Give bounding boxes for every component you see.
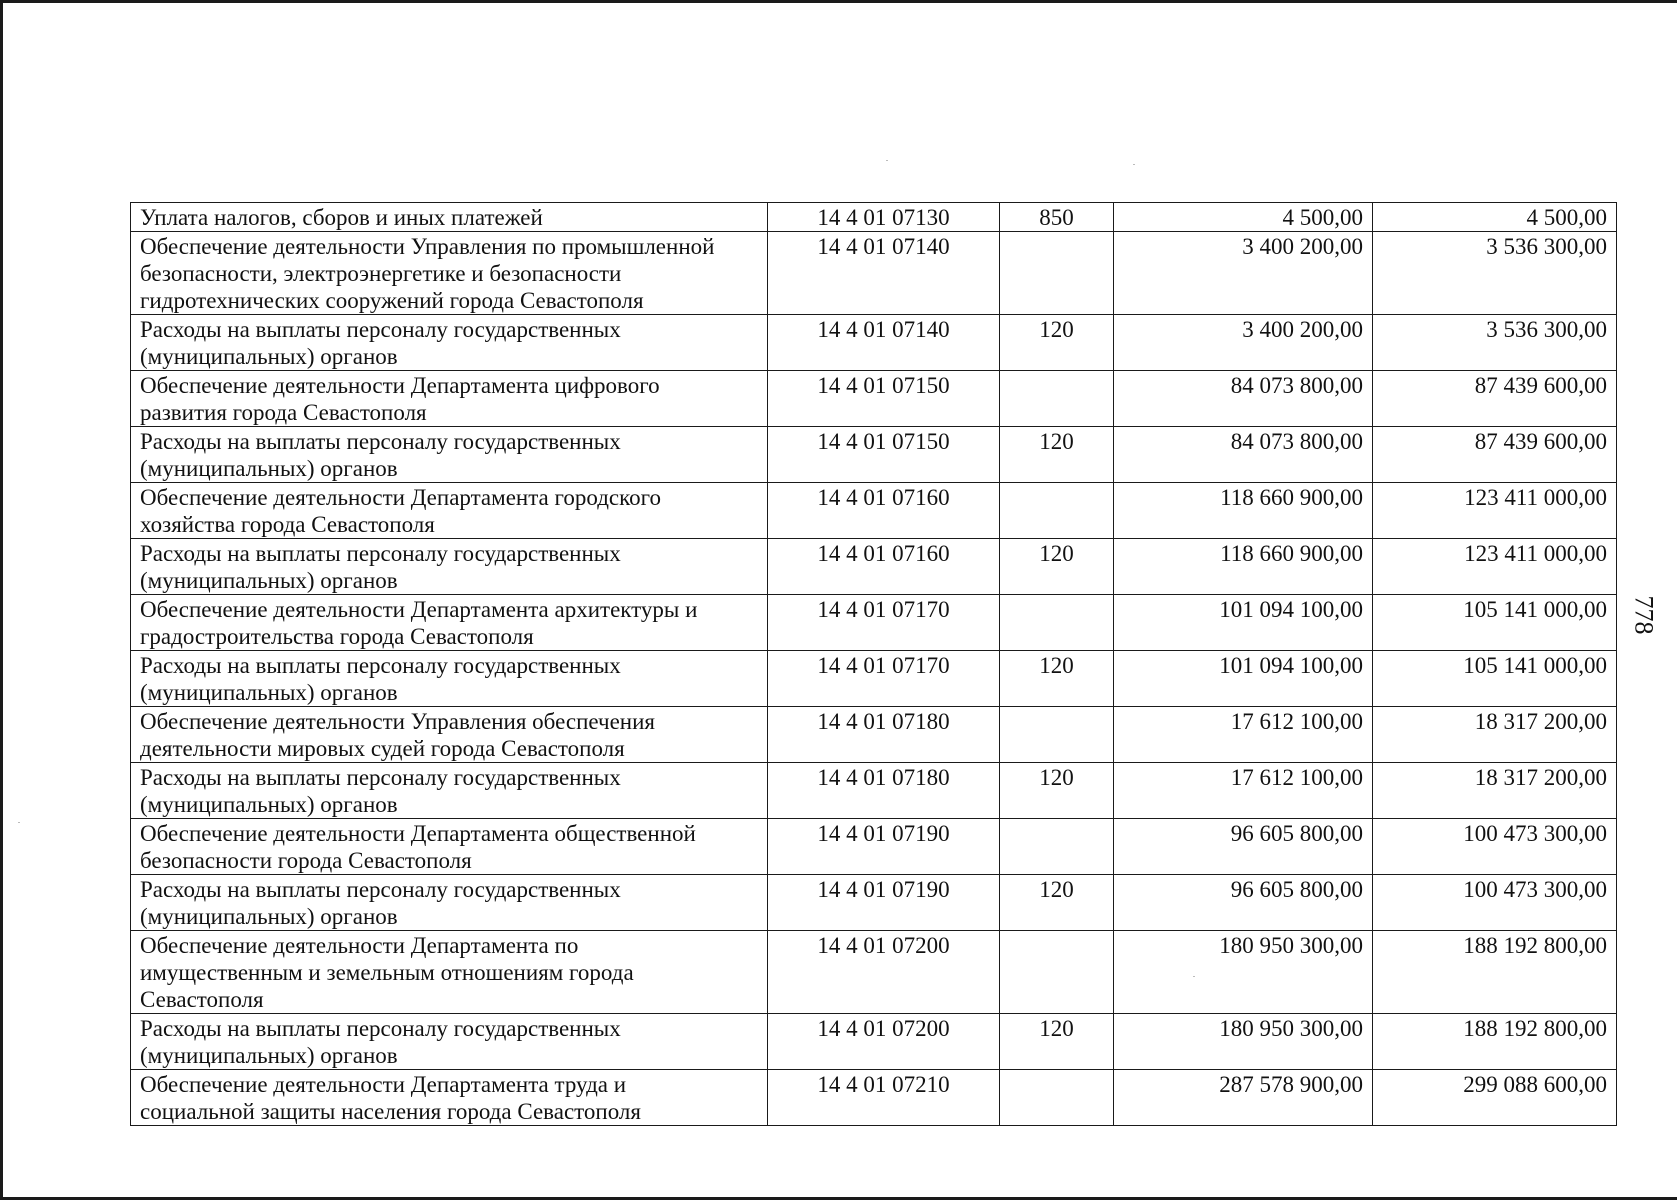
amount-second-year-cell: 105 141 000,00 — [1373, 651, 1617, 707]
expense-name-cell: Обеспечение деятельности Управления обеспечения деятельности мировых судей города Севастополя — [131, 707, 768, 763]
expense-type-cell — [1000, 483, 1114, 539]
table-row — [131, 427, 1617, 483]
amount-second-year-cell: 4 500,00 — [1373, 203, 1617, 232]
amount-second-year-cell: 188 192 800,00 — [1373, 1014, 1617, 1070]
amount-first-year-cell: 84 073 800,00 — [1114, 371, 1373, 427]
table-row — [131, 1070, 1617, 1126]
target-code-cell: 14 4 01 07130 — [768, 203, 1000, 232]
amount-first-year-cell: 180 950 300,00 — [1114, 931, 1373, 1014]
expense-type-cell — [1000, 1070, 1114, 1126]
target-code-cell: 14 4 01 07200 — [768, 1014, 1000, 1070]
amount-first-year-cell: 17 612 100,00 — [1114, 763, 1373, 819]
table-row — [131, 315, 1617, 371]
expense-name-cell: Расходы на выплаты персоналу государственных (муниципальных) органов — [131, 427, 768, 483]
expense-name-cell: Расходы на выплаты персоналу государственных (муниципальных) органов — [131, 651, 768, 707]
table-row — [131, 819, 1617, 875]
amount-second-year-cell: 299 088 600,00 — [1373, 1070, 1617, 1126]
expense-name-cell: Обеспечение деятельности Департамента цифрового развития города Севастополя — [131, 371, 768, 427]
expense-name-cell: Обеспечение деятельности Департамента по имущественным и земельным отношениям города Севастополя — [131, 931, 768, 1014]
expense-type-cell — [1000, 819, 1114, 875]
expense-name-cell: Расходы на выплаты персоналу государственных (муниципальных) органов — [131, 763, 768, 819]
target-code-cell: 14 4 01 07180 — [768, 707, 1000, 763]
expense-type-cell — [1000, 371, 1114, 427]
expense-name-cell: Обеспечение деятельности Департамента общественной безопасности города Севастополя — [131, 819, 768, 875]
target-code-cell: 14 4 01 07200 — [768, 931, 1000, 1014]
target-code-cell: 14 4 01 07150 — [768, 427, 1000, 483]
table-row — [131, 203, 1617, 232]
expense-name-cell: Расходы на выплаты персоналу государственных (муниципальных) органов — [131, 1014, 768, 1070]
scan-speck — [886, 160, 888, 161]
amount-first-year-cell: 17 612 100,00 — [1114, 707, 1373, 763]
target-code-cell: 14 4 01 07210 — [768, 1070, 1000, 1126]
amount-second-year-cell: 87 439 600,00 — [1373, 371, 1617, 427]
expense-name-cell: Обеспечение деятельности Управления по промышленной безопасности, электроэнергетике и безопасности гидротехнических сооружений города Севастополя — [131, 232, 768, 315]
expense-type-cell — [1000, 931, 1114, 1014]
amount-first-year-cell: 287 578 900,00 — [1114, 1070, 1373, 1126]
amount-second-year-cell: 123 411 000,00 — [1373, 539, 1617, 595]
expense-type-cell: 120 — [1000, 763, 1114, 819]
amount-first-year-cell: 3 400 200,00 — [1114, 232, 1373, 315]
expense-type-cell — [1000, 707, 1114, 763]
scan-edge-left — [0, 0, 3, 1200]
target-code-cell: 14 4 01 07170 — [768, 595, 1000, 651]
expense-name-cell: Расходы на выплаты персоналу государственных (муниципальных) органов — [131, 875, 768, 931]
table-row — [131, 707, 1617, 763]
amount-second-year-cell: 100 473 300,00 — [1373, 875, 1617, 931]
expense-type-cell: 120 — [1000, 539, 1114, 595]
table-row — [131, 483, 1617, 539]
page-number: 778 — [1629, 595, 1659, 635]
target-code-cell: 14 4 01 07150 — [768, 371, 1000, 427]
amount-second-year-cell: 3 536 300,00 — [1373, 232, 1617, 315]
table-row — [131, 539, 1617, 595]
table-row — [131, 595, 1617, 651]
table-row — [131, 875, 1617, 931]
expense-name-cell: Обеспечение деятельности Департамента архитектуры и градостроительства города Севастополя — [131, 595, 768, 651]
expense-type-cell: 120 — [1000, 875, 1114, 931]
expense-type-cell: 120 — [1000, 651, 1114, 707]
expense-name-cell: Уплата налогов, сборов и иных платежей — [131, 203, 768, 232]
amount-second-year-cell: 87 439 600,00 — [1373, 427, 1617, 483]
expense-type-cell: 120 — [1000, 315, 1114, 371]
amount-first-year-cell: 3 400 200,00 — [1114, 315, 1373, 371]
amount-first-year-cell: 118 660 900,00 — [1114, 539, 1373, 595]
amount-first-year-cell: 96 605 800,00 — [1114, 875, 1373, 931]
expense-type-cell: 120 — [1000, 1014, 1114, 1070]
amount-second-year-cell: 100 473 300,00 — [1373, 819, 1617, 875]
amount-second-year-cell: 18 317 200,00 — [1373, 763, 1617, 819]
target-code-cell: 14 4 01 07140 — [768, 232, 1000, 315]
target-code-cell: 14 4 01 07160 — [768, 483, 1000, 539]
amount-first-year-cell: 118 660 900,00 — [1114, 483, 1373, 539]
scan-speck — [1133, 164, 1135, 165]
amount-second-year-cell: 18 317 200,00 — [1373, 707, 1617, 763]
table-row — [131, 371, 1617, 427]
budget-table-body — [131, 203, 1617, 1126]
expense-type-cell: 850 — [1000, 203, 1114, 232]
scan-speck — [18, 822, 20, 823]
expense-name-cell: Расходы на выплаты персоналу государственных (муниципальных) органов — [131, 539, 768, 595]
amount-second-year-cell: 123 411 000,00 — [1373, 483, 1617, 539]
amount-first-year-cell: 101 094 100,00 — [1114, 651, 1373, 707]
expense-type-cell — [1000, 595, 1114, 651]
table-row — [131, 763, 1617, 819]
target-code-cell: 14 4 01 07170 — [768, 651, 1000, 707]
amount-first-year-cell: 180 950 300,00 — [1114, 1014, 1373, 1070]
target-code-cell: 14 4 01 07190 — [768, 875, 1000, 931]
table-row — [131, 931, 1617, 1014]
table-row — [131, 1014, 1617, 1070]
expense-name-cell: Расходы на выплаты персоналу государственных (муниципальных) органов — [131, 315, 768, 371]
expense-name-cell: Обеспечение деятельности Департамента городского хозяйства города Севастополя — [131, 483, 768, 539]
amount-first-year-cell: 96 605 800,00 — [1114, 819, 1373, 875]
table-row — [131, 651, 1617, 707]
target-code-cell: 14 4 01 07180 — [768, 763, 1000, 819]
expense-type-cell — [1000, 232, 1114, 315]
expense-type-cell: 120 — [1000, 427, 1114, 483]
table-row — [131, 232, 1617, 315]
expense-name-cell: Обеспечение деятельности Департамента труда и социальной защиты населения города Севастополя — [131, 1070, 768, 1126]
budget-table — [130, 202, 1617, 1126]
amount-second-year-cell: 105 141 000,00 — [1373, 595, 1617, 651]
target-code-cell: 14 4 01 07160 — [768, 539, 1000, 595]
scan-edge-top — [0, 0, 1677, 3]
amount-first-year-cell: 4 500,00 — [1114, 203, 1373, 232]
target-code-cell: 14 4 01 07190 — [768, 819, 1000, 875]
amount-second-year-cell: 188 192 800,00 — [1373, 931, 1617, 1014]
amount-first-year-cell: 84 073 800,00 — [1114, 427, 1373, 483]
target-code-cell: 14 4 01 07140 — [768, 315, 1000, 371]
amount-first-year-cell: 101 094 100,00 — [1114, 595, 1373, 651]
amount-second-year-cell: 3 536 300,00 — [1373, 315, 1617, 371]
